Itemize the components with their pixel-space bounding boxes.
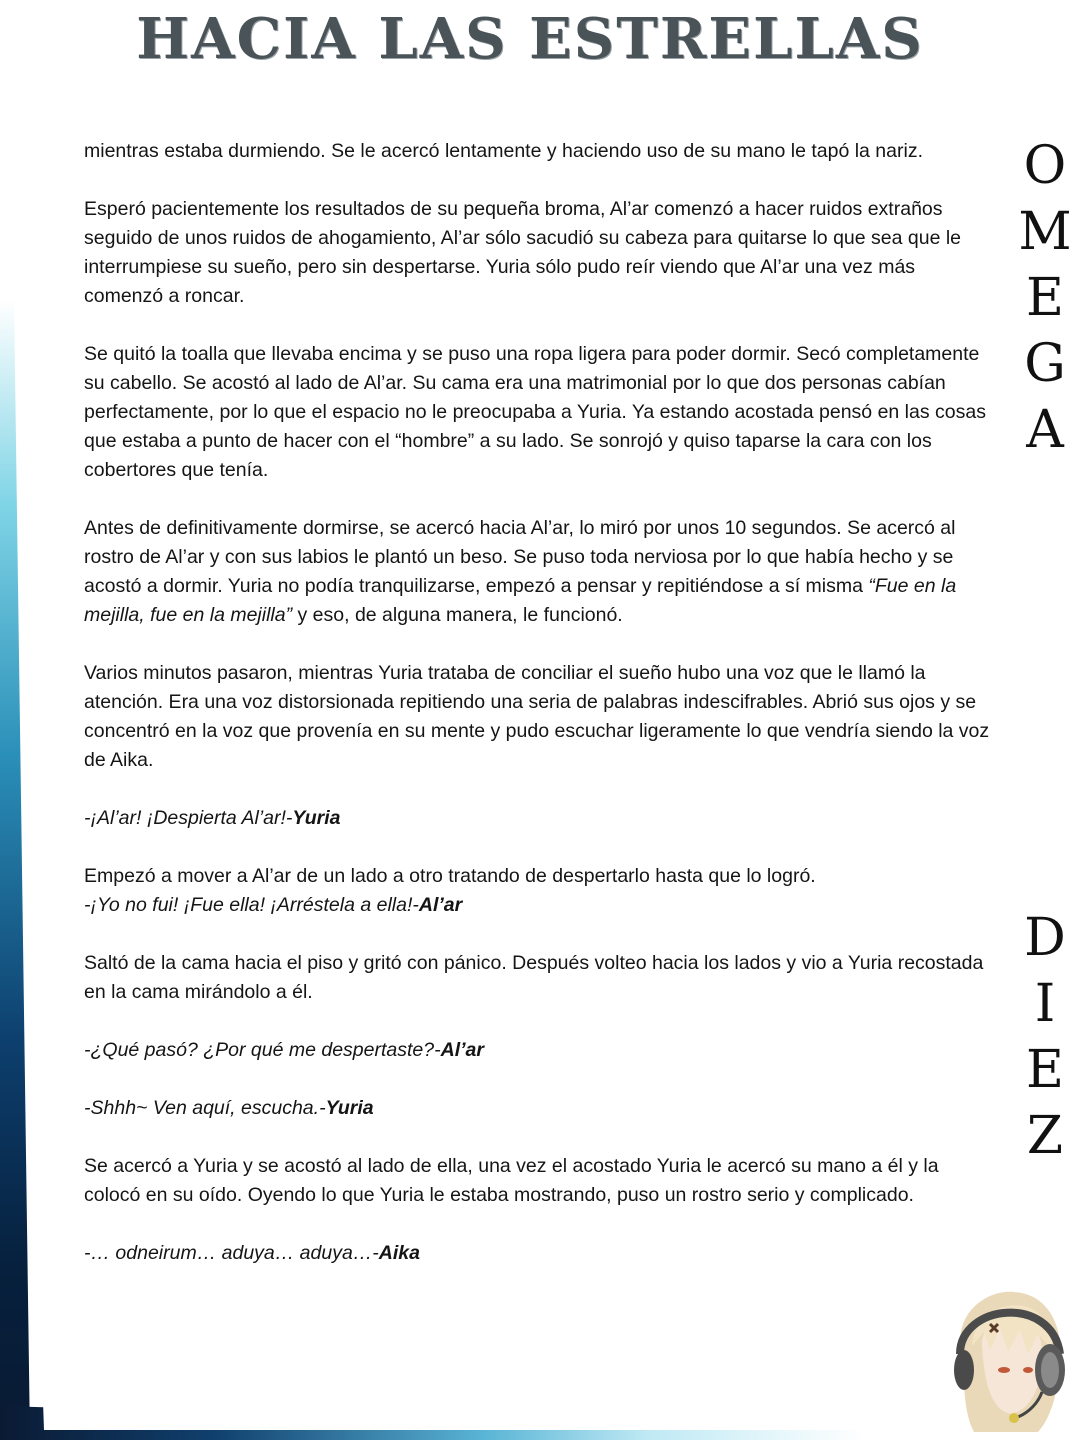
dialogue-line	[84, 804, 996, 833]
side-letter: E	[1026, 1040, 1064, 1100]
side-letter: O	[1023, 136, 1067, 196]
page-title: HACIA LAS ESTRELLAS	[136, 6, 924, 72]
paragraph: Empezó a mover a Al’ar de un lado a otro tratando de despertarlo hasta que lo logró.	[84, 865, 816, 887]
dialogue-line	[84, 1239, 996, 1268]
side-word-omega	[1016, 133, 1074, 463]
side-letter: A	[1026, 400, 1064, 460]
dialogue-text: -Shhh~ Ven aquí, escucha.-	[84, 1097, 326, 1119]
story-text	[84, 137, 996, 1297]
side-letter: I	[1034, 974, 1056, 1034]
paragraph	[84, 514, 996, 630]
dialogue-text: -… odneirum… aduya… aduya…-	[84, 1242, 379, 1264]
paragraph: mientras estaba durmiendo. Se le acercó lentamente y haciendo uso de su mano le tapó la nariz.	[84, 140, 923, 162]
dialogue-line	[84, 1036, 996, 1065]
character-avatar-icon	[942, 1284, 1070, 1434]
side-letter: M	[1018, 202, 1072, 262]
side-letter: E	[1026, 268, 1064, 328]
paragraph: Esperó pacientemente los resultados de su pequeña broma, Al’ar comenzó a hacer ruidos extraños seguido de unos ruidos de ahogamiento, Al’ar sólo sacudió su cabeza para quitarse lo que sea que le interrumpiese su sueño, pero sin despertarse. Yuria sólo pudo reír viendo que Al’ar una vez más comenzó a roncar.	[84, 198, 962, 307]
side-letter: G	[1024, 334, 1066, 394]
dialogue-text: -¡Al’ar! ¡Despierta Al’ar!-	[84, 807, 293, 829]
side-letter: D	[1024, 908, 1066, 968]
dialogue-speaker: Aika	[378, 1242, 420, 1264]
dialogue-speaker: Al’ar	[418, 894, 463, 916]
italic-quote: “Fue en la mejilla, fue en la mejilla”	[84, 575, 957, 626]
dialogue-line	[84, 1094, 996, 1123]
dialogue-speaker: Al’ar	[440, 1039, 484, 1061]
paragraph-text: Antes de definitivamente dormirse, se acercó hacia Al’ar, lo miró por unos 10 segundos. Se acercó al rostro de Al’ar y con sus labios le plantó un beso. Se puso toda nerviosa por lo que había hecho y se acostó a dormir. Yuria no podía tranquilizarse, empezó a pensar y repitiéndose a sí misma	[84, 517, 956, 597]
dialogue-text: -¡Yo no fui! ¡Fue ella! ¡Arréstela a ella!-	[84, 894, 419, 916]
side-letter: Z	[1026, 1106, 1064, 1166]
paragraph: Se acercó a Yuria y se acostó al lado de ella, una vez el acostado Yuria le acercó su mano a él y la colocó en su oído. Oyendo lo que Yuria le estaba mostrando, puso un rostro serio y complicado.	[84, 1155, 939, 1206]
paragraph: Varios minutos pasaron, mientras Yuria trataba de conciliar el sueño hubo una voz que le llamó la atención. Era una voz distorsionada repitiendo una seria de palabras indescifrables. Abrió sus ojos y se concentró en la voz que provenía en su mente y pudo escuchar ligeramente lo que vendría siendo la voz de Aika.	[84, 662, 990, 771]
paragraph: Se quitó la toalla que llevaba encima y se puso una ropa ligera para poder dormir. Secó completamente su cabello. Se acostó al lado de Al’ar. Su cama era una matrimonial por lo que dos personas cabían perfectamente, por lo que el espacio no le preocupaba a Yuria. Ya estando acostada pensó en las cosas que estaba a punto de hacer con el “hombre” a su lado. Se sonrojó y quiso taparse la cara con los cobertores que tenía.	[84, 343, 986, 481]
dialogue-speaker: Yuria	[325, 1097, 374, 1119]
side-word-diez	[1016, 905, 1074, 1169]
dialogue-speaker: Yuria	[292, 807, 341, 829]
dialogue-text: -¿Qué pasó? ¿Por qué me despertaste?-	[84, 1039, 441, 1061]
paragraph: Saltó de la cama hacia el piso y gritó con pánico. Después volteo hacia los lados y vio a Yuria recostada en la cama mirándolo a él.	[84, 952, 984, 1003]
dialogue-line	[84, 891, 996, 920]
paragraph-text: y eso, de alguna manera, le funcionó.	[292, 604, 623, 626]
